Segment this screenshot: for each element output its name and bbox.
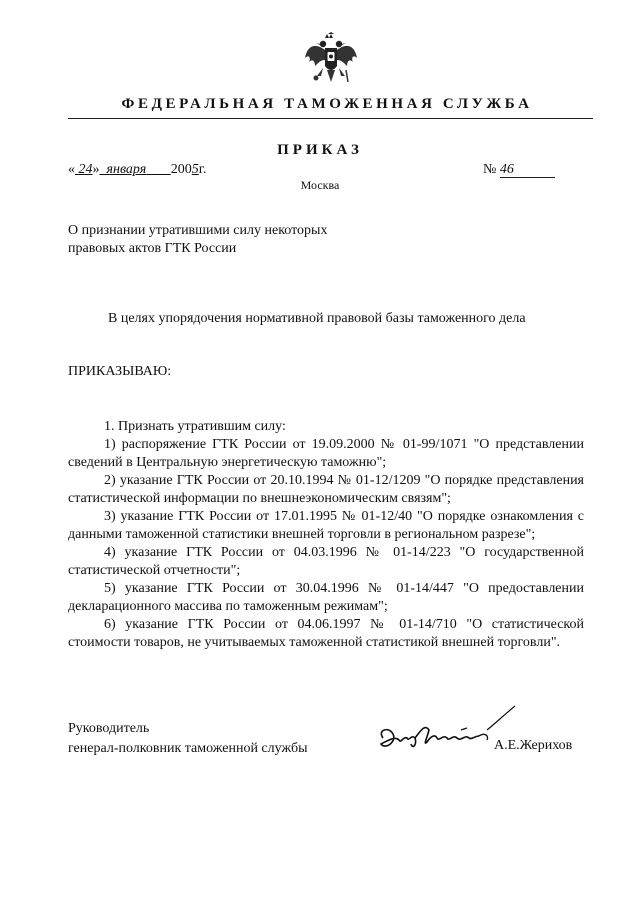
- signer-rank: генерал-полковник таможенной службы: [68, 741, 308, 756]
- header-divider: [68, 118, 593, 119]
- agency-name: ФЕДЕРАЛЬНАЯ ТАМОЖЕННАЯ СЛУЖБА: [121, 96, 533, 112]
- date-open-quote: «: [68, 162, 75, 177]
- document-type: ПРИКАЗ: [277, 142, 363, 158]
- signer-title: [68, 719, 307, 759]
- number-label: №: [483, 162, 497, 177]
- date-year-suffix: г.: [198, 162, 207, 177]
- body-item: 2) указание ГТК России от 20.10.1994 № 01-12/1209 "О порядке представления статистической информации по внешнеэкономическим связям";: [68, 473, 584, 506]
- order-number: [483, 162, 555, 178]
- double-headed-eagle-icon: [303, 32, 359, 90]
- order-body: [68, 418, 584, 652]
- body-item: 3) указание ГТК России от 17.01.1995 № 01-12/40 "О порядке ознакомления с данными таможенной статистики внешней торговли в региональном разрезе";: [68, 509, 584, 542]
- body-item: 5) указание ГТК России от 30.04.1996 № 01-14/447 "О предоставлении декларационного массива по таможенным режимам";: [68, 581, 584, 614]
- body-item: 6) указание ГТК России от 04.06.1997 № 01-14/710 "О статистической стоимости товаров, не учитываемых таможенной статистикой внешней торговли".: [68, 617, 584, 650]
- date-year-prefix: 200: [170, 162, 192, 177]
- preamble: В целях упорядочения нормативной правовой базы таможенного дела: [108, 311, 526, 326]
- date-day: 24: [78, 162, 93, 177]
- order-subject: О признании утратившими силу некоторых правовых актов ГТК России: [68, 223, 328, 256]
- body-item: 1) распоряжение ГТК России от 19.09.2000 № 01-99/1071 "О представлении сведений в Центральную энергетическую таможню";: [68, 437, 584, 470]
- body-intro: 1. Признать утратившим силу:: [104, 419, 286, 434]
- order-date: [68, 162, 206, 178]
- date-close-quote: »: [92, 162, 100, 177]
- date-month: января: [106, 162, 147, 177]
- number-value: 46: [500, 163, 555, 178]
- order-directive: ПРИКАЗЫВАЮ:: [68, 364, 172, 379]
- date-year-digit: 5: [191, 162, 199, 177]
- city: Москва: [300, 178, 340, 192]
- signer-position: Руководитель: [68, 721, 150, 736]
- signer-name: А.Е.Жерихов: [494, 738, 573, 753]
- body-item: 4) указание ГТК России от 04.03.1996 № 01-14/223 "О государственной статистической отчетности";: [68, 545, 584, 578]
